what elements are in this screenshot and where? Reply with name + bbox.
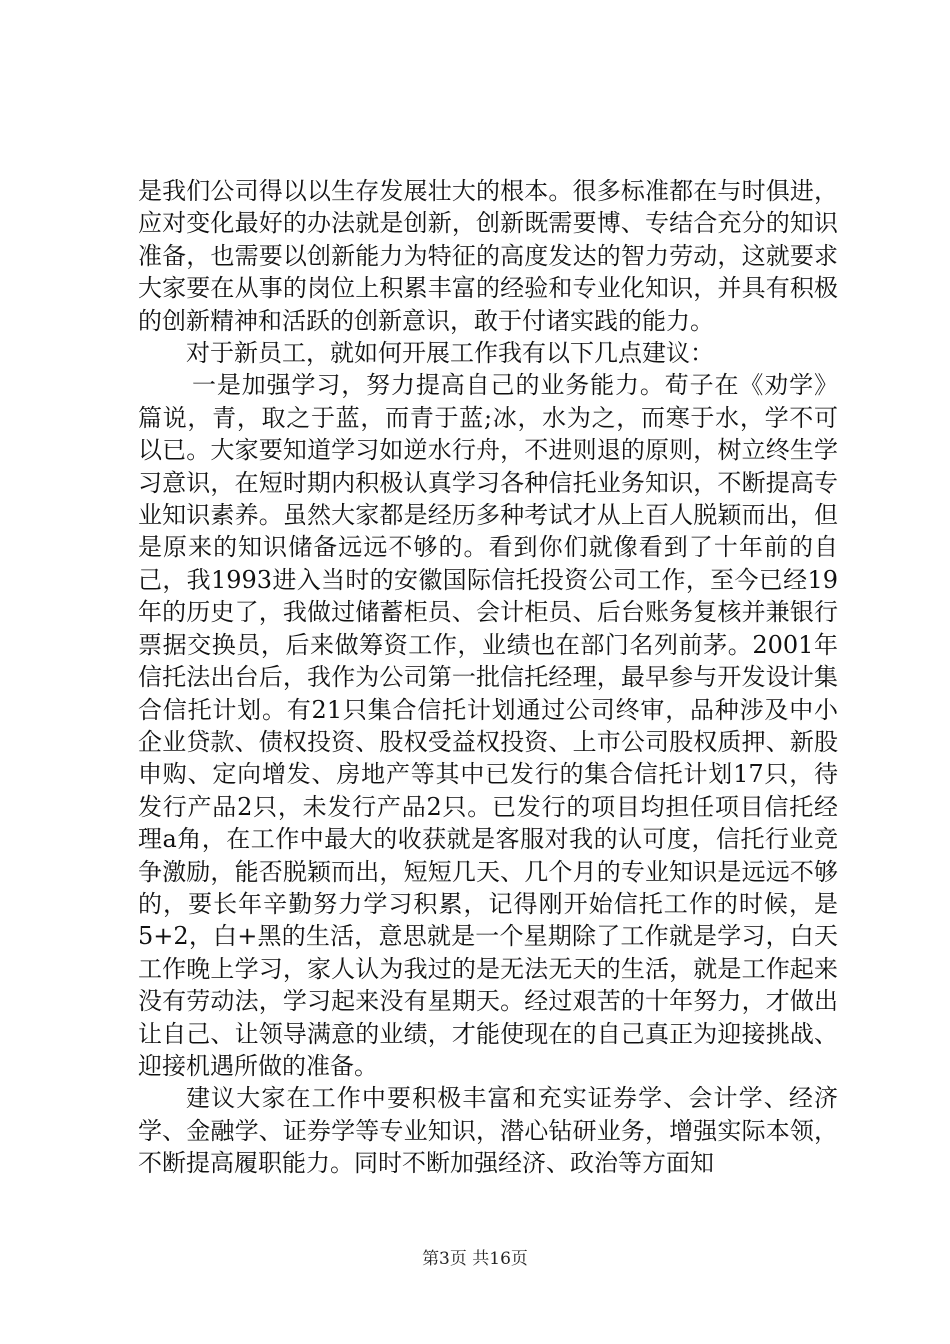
document-body bbox=[138, 175, 838, 1180]
paragraph-point-one: 一是加强学习，努力提高自己的业务能力。荀子在《劝学》篇说，青，取之于蓝，而青于蓝;冰，水为之，而寒于水，学不可以已。大家要知道学习如逆水行舟，不进则退的原则，树立终生学习意识，在短时期内积极认真学习各种信托业务知识，不断提高专业知识素养。虽然大家都是经历多种考试才从上百人脱颖而出，但是原来的知识储备远远不够的。看到你们就像看到了十年前的自己，我1993进入当时的安徽国际信托投资公司工作，至今已经19年的历史了，我做过储蓄柜员、会计柜员、后台账务复核并兼银行票据交换员，后来做筹资工作，业绩也在部门名列前茅。2001年信托法出台后，我作为公司第一批信托经理，最早参与开发设计集合信托计划。有21只集合信托计划通过公司终审，品种涉及中小企业贷款、债权投资、股权受益权投资、上市公司股权质押、新股申购、定向增发、房地产等其中已发行的集合信托计划17只，待发行产品2只，未发行产品2只。已发行的项目均担任项目信托经理a角，在工作中最大的收获就是客服对我的认可度，信托行业竞争激励，能否脱颖而出，短短几天、几个月的专业知识是远远不够的，要长年辛勤努力学习积累，记得刚开始信托工作的时候，是5+2，白+黑的生活，意思就是一个星期除了工作就是学习，白天工作晚上学习，家人认为我过的是无法无天的生活，就是工作起来没有劳动法，学习起来没有星期天。经过艰苦的十年努力，才做出让自己、让领导满意的业绩，才能使现在的自己真正为迎接挑战、迎接机遇所做的准备。 bbox=[138, 371, 838, 1080]
page-number-footer: 第3页 共16页 bbox=[422, 1249, 528, 1269]
paragraph-suggestions-intro: 对于新员工，就如何开展工作我有以下几点建议： bbox=[186, 339, 714, 368]
paragraph-recommendation: 建议大家在工作中要积极丰富和充实证券学、会计学、经济学、金融学、证券学等专业知识，潜心钻研业务，增强实际本领，不断提高履职能力。同时不断加强经济、政治等方面知 bbox=[138, 1084, 838, 1178]
paragraph-continuation: 是我们公司得以以生存发展壮大的根本。很多标准都在与时俱进，应对变化最好的办法就是创新，创新既需要博、专结合充分的知识准备，也需要以创新能力为特征的高度发达的智力劳动，这就要求大家要在从事的岗位上积累丰富的经验和专业化知识，并具有积极的创新精神和活跃的创新意识，敢于付诸实践的能力。 bbox=[138, 177, 838, 335]
